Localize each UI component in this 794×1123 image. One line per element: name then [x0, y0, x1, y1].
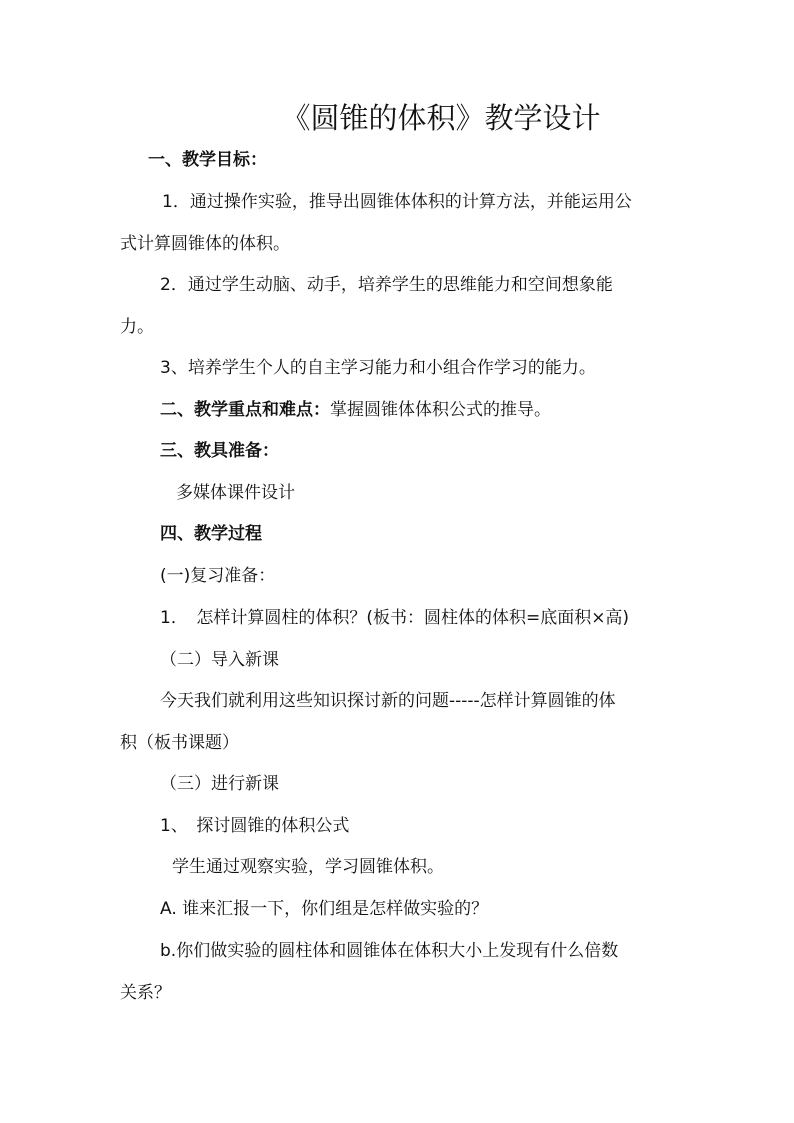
- explore-text: 学生通过观察实验，学习圆锥体积。: [172, 857, 444, 877]
- intro-text-line-2: 积（板书课题）: [120, 733, 239, 753]
- document-title: 《圆锥的体积》教学设计: [281, 101, 601, 135]
- key-points: [160, 397, 551, 423]
- question-b-line-1: b.你们做实验的圆柱体和圆锥体在体积大小上发现有什么倍数: [160, 941, 619, 961]
- goal-3: 3、培养学生个人的自主学习能力和小组合作学习的能力。: [160, 358, 596, 378]
- goal-2-line-2: 力。: [120, 317, 154, 337]
- goal-2-line-1: 2．通过学生动脑、动手，培养学生的思维能力和空间想象能: [160, 275, 613, 295]
- intro-text-line-1: 今天我们就利用这些知识探讨新的问题-----怎样计算圆锥的体: [160, 691, 616, 711]
- question-a: A. 谁来汇报一下，你们组是怎样做实验的？: [160, 899, 489, 919]
- intro-heading: （二）导入新课: [160, 650, 279, 670]
- key-points-heading: 二、教学重点和难点：: [160, 400, 330, 420]
- tools-text: 多媒体课件设计: [176, 483, 295, 503]
- review-heading: (一)复习准备：: [160, 566, 276, 586]
- goal-1-line-2: 式计算圆锥体的体积。: [120, 234, 290, 254]
- new-lesson-heading: （三）进行新课: [160, 774, 279, 794]
- explore-item-1: 1、 探讨圆锥的体积公式: [160, 816, 350, 836]
- process-heading: 四、教学过程: [160, 524, 262, 544]
- key-points-text: 掌握圆锥体体积公式的推导。: [330, 400, 551, 420]
- tools-heading: 三、教具准备：: [160, 441, 279, 461]
- goal-1-line-1: 1．通过操作实验，推导出圆锥体体积的计算方法，并能运用公: [162, 192, 632, 212]
- question-b-line-2: 关系？: [120, 983, 171, 1003]
- goals-heading: 一、教学目标：: [148, 150, 267, 170]
- review-item-1: 1． 怎样计算圆柱的体积？(板书：圆柱体的体积=底面积×高): [160, 608, 630, 628]
